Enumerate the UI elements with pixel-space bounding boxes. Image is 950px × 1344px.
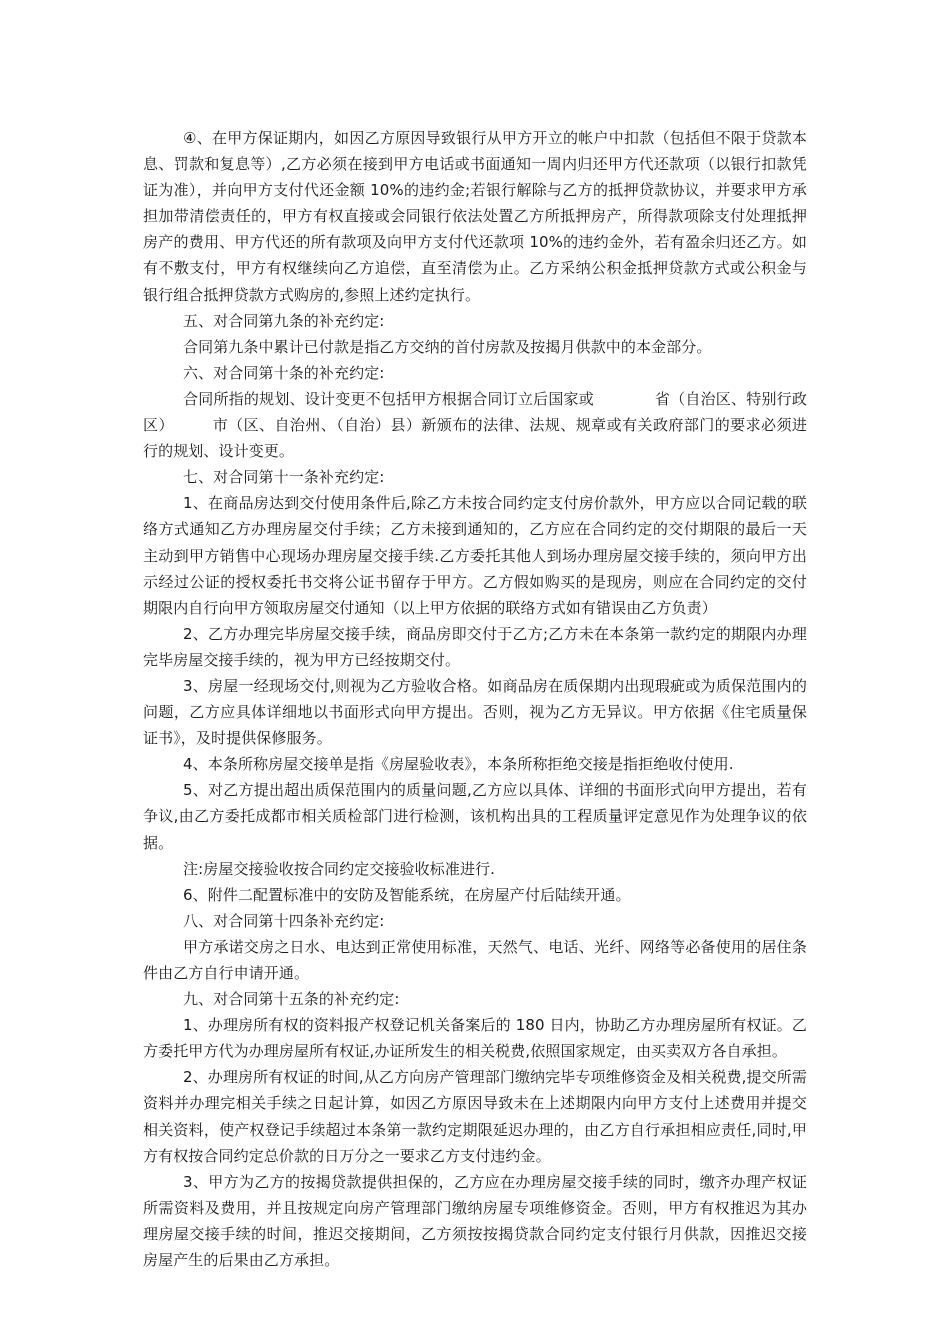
paragraph-article-11-item-3: 3、房屋一经现场交付,则视为乙方验收合格。如商品房在质保期内出现瑕疵或为质保范围内的问题，乙方应具体详细地以书面形式向甲方提出。否则，视为乙方无异议。甲方依据《住宅质量保证书》，及时提供保修服务。 xyxy=(143,676,807,748)
heading-article-9: 五、对合同第九条的补充约定: xyxy=(183,311,385,330)
paragraph-article-11-item-4: 4、本条所称房屋交接单是指《房屋验收表》，本条所称拒绝交接是指拒绝收付使用. xyxy=(183,755,734,774)
paragraph-article-11-item-1: 1、在商品房达到交付使用条件后,除乙方未按合同约定支付房价款外，甲方应以合同记载的联络方式通知乙方办理房屋交付手续；乙方未接到通知的，乙方应在合同约定的交付期限的最后一天主动到甲方销售中心现场办理房屋交接手续.乙方委托其他人到场办理房屋交接手续的，须向甲方出示经过公证的授权委托书交将公证书留存于甲方。乙方假如购买的是现房，则应在合同约定的交付期限内自行向甲方领取房屋交付通知（以上甲方依据的联络方式如有错误由乙方负责） xyxy=(143,494,807,617)
paragraph-article-10: 合同所指的规划、设计变更不包括甲方根据合同订立后国家或 省（自治区、特别行政区） 市（区、自治州、（自治）县）新颁布的法律、法规、规章或有关政府部门的要求必须进行的规划、设计变更。 xyxy=(143,389,807,461)
paragraph-article-9: 合同第九条中累计已付款是指乙方交纳的首付房款及按揭月供款中的本金部分。 xyxy=(183,337,712,356)
heading-article-14: 八、对合同第十四条补充约定: xyxy=(183,911,385,930)
paragraph-article-15-item-3: 3、甲方为乙方的按揭贷款提供担保的，乙方应在办理房屋交接手续的同时，缴齐办理产权证所需资料及费用，并且按规定向房产管理部门缴纳房屋专项维修资金。否则，甲方有权推迟为其办理房屋交接手续的时间，推迟交接期间，乙方须按按揭贷款合同约定支付银行月供款，因推迟交接房屋产生的后果由乙方承担。 xyxy=(143,1172,807,1270)
heading-article-15: 九、对合同第十五条的补充约定: xyxy=(183,990,400,1009)
paragraph-article-11-item-5: 5、对乙方提出超出质保范围内的质量问题,乙方应以具体、详细的书面形式向甲方提出，若有争议,由乙方委托成都市相关质检部门进行检测，该机构出具的工程质量评定意见作为处理争议的依据。 xyxy=(143,781,807,852)
heading-article-10: 六、对合同第十条的补充约定: xyxy=(183,363,385,382)
paragraph-clause-4-guarantee: ④、在甲方保证期内，如因乙方原因导致银行从甲方开立的帐户中扣款（包括但不限于贷款本息、罚款和复息等）,乙方必须在接到甲方电话或书面通知一周内归还甲方代还款项（以银行扣款凭证为准），并向甲方支付代还金额 10%的违约金;若银行解除与乙方的抵押贷款协议，并要求甲方承担加带清偿责任的，甲方有权直接或会同银行依法处置乙方所抵押房产，所得款项除支付处理抵押房产的费用、甲方代还的所有款项及向甲方支付代还款项 10%的违约金外，若有盈余归还乙方。如有不敷支付，甲方有权继续向乙方追偿，直至清偿为止。乙方采纳公积金抵押贷款方式或公积金与银行组合抵押贷款方式购房的,参照上述约定执行。 xyxy=(143,129,807,304)
paragraph-article-11-item-2: 2、乙方办理完毕房屋交接手续，商品房即交付于乙方;乙方未在本条第一款约定的期限内办理完毕房屋交接手续的，视为甲方已经按期交付。 xyxy=(143,624,807,669)
paragraph-article-15-item-2: 2、办理房所有权证的时间,从乙方向房产管理部门缴纳完毕专项维修资金及相关税费,提交所需资料并办理完相关手续之日起计算，如因乙方原因导致未在上述期限内向甲方支付上述费用并提交相关资料，使产权登记手续超过本条第一款约定期限延迟办理的，由乙方自行承担相应责任,同时,甲方有权按合同约定总价款的日万分之一要求乙方支付违约金。 xyxy=(143,1068,807,1165)
paragraph-article-11-item-6: 6、附件二配置标准中的安防及智能系统，在房屋产付后陆续开通。 xyxy=(183,885,631,904)
paragraph-article-11-note: 注:房屋交接验收按合同约定交接验收标准进行. xyxy=(183,859,496,878)
paragraph-article-14: 甲方承诺交房之日水、电达到正常使用标准，天然气、电话、光纤、网络等必备使用的居住条件由乙方自行申请开通。 xyxy=(143,937,807,982)
heading-article-11: 七、对合同第十一条补充约定: xyxy=(183,468,385,487)
document-body xyxy=(143,125,807,1273)
paragraph-article-15-item-1: 1、办理房所有权的资料报产权登记机关备案后的 180 日内，协助乙方办理房屋所有权证。乙方委托甲方代为办理房屋所有权证,办证所发生的相关税费,依照国家规定，由买卖双方各自承担。 xyxy=(143,1016,807,1061)
